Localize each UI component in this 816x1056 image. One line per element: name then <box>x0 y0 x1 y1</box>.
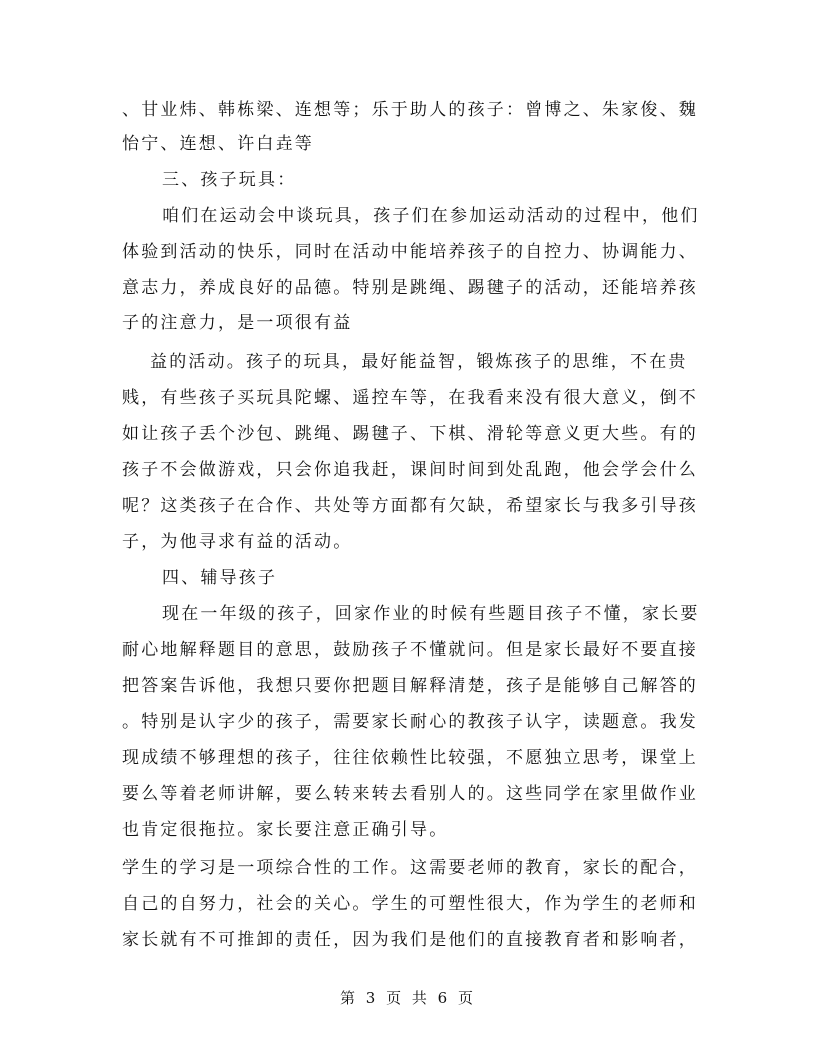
text-line: 体验到活动的快乐，同时在活动中能培养孩子的自控力、协调能力、 <box>122 242 698 262</box>
text-line: 。特别是认字少的孩子，需要家长耐心的教孩子认字，读题意。我发 <box>122 712 698 732</box>
text-line: 自己的自努力，社会的关心。学生的可塑性很大，作为学生的老师和 <box>122 894 698 914</box>
text-line: 现在一年级的孩子，回家作业的时候有些题目孩子不懂，家长要 <box>162 604 700 624</box>
text-line: 咱们在运动会中谈玩具，孩子们在参加运动活动的过程中，他们 <box>162 206 700 226</box>
text-line: 耐心地解释题目的意思，鼓励孩子不懂就问。但是家长最好不要直接 <box>122 640 698 660</box>
text-line: 子的注意力，是一项很有益 <box>122 313 353 333</box>
section-heading: 三、孩子玩具： <box>162 170 297 190</box>
text-line: 学生的学习是一项综合性的工作。这需要老师的教育，家长的配合， <box>122 858 698 878</box>
text-line: 把答案告诉他，我想只要你把题目解释清楚，孩子是能够自己解答的 <box>122 676 698 696</box>
text-line: 孩子不会做游戏，只会你追我赶，课间时间到处乱跑，他会学会什么 <box>122 460 698 480</box>
text-line: 贱，有些孩子买玩具陀螺、遥控车等，在我看来没有很大意义，倒不 <box>122 388 698 408</box>
text-line: 现成绩不够理想的孩子，往往依赖性比较强，不愿独立思考，课堂上 <box>122 748 698 768</box>
text-line: 要么等着老师讲解，要么转来转去看别人的。这些同学在家里做作业 <box>122 784 698 804</box>
text-line: 怡宁、连想、许白垚等 <box>122 134 314 154</box>
section-heading: 四、辅导孩子 <box>162 568 278 588</box>
text-line: 子，为他寻求有益的活动。 <box>122 532 353 552</box>
text-line: 如让孩子丢个沙包、跳绳、踢毽子、下棋、滑轮等意义更大些。有的 <box>122 424 698 444</box>
text-line: 益的活动。孩子的玩具，最好能益智，锻炼孩子的思维，不在贵 <box>150 352 688 372</box>
text-line: 、甘业炜、韩栋梁、连想等；乐于助人的孩子：曾博之、朱家俊、魏 <box>122 100 698 120</box>
text-line: 呢？这类孩子在合作、共处等方面都有欠缺，希望家长与我多引导孩 <box>122 496 698 516</box>
text-line: 家长就有不可推卸的责任，因为我们是他们的直接教育者和影响者， <box>122 930 698 950</box>
text-line: 也肯定很拖拉。家长要注意正确引导。 <box>122 820 449 840</box>
page-footer: 第 3 页 共 6 页 <box>340 989 476 1007</box>
text-line: 意志力，养成良好的品德。特别是跳绳、踢毽子的活动，还能培养孩 <box>122 278 698 298</box>
